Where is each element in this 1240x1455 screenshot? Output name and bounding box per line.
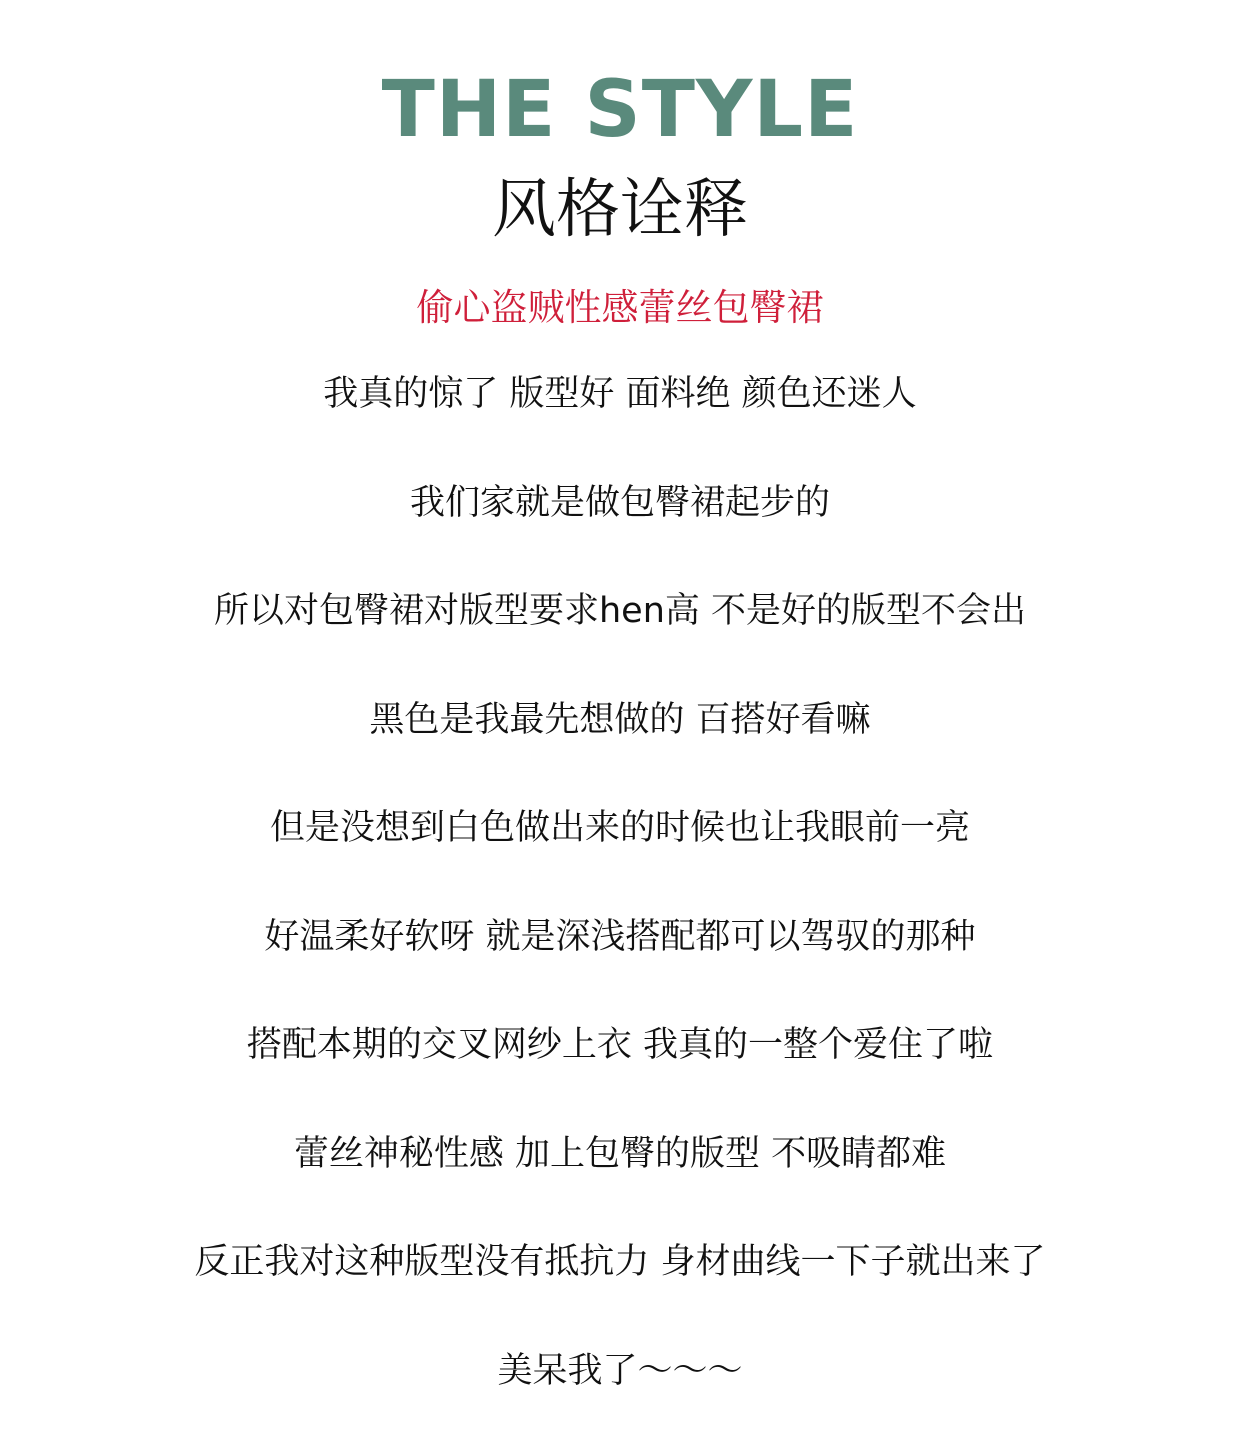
- product-subtitle: 偷心盗贼性感蕾丝包臀裙: [0, 284, 1240, 332]
- page-title-english: THE STYLE: [0, 64, 1240, 156]
- description-line-2: 我们家就是做包臀裙起步的: [0, 479, 1240, 588]
- page-title-chinese: 风格诠释: [0, 170, 1240, 250]
- description-line-1: 我真的惊了 版型好 面料绝 颜色还迷人: [0, 370, 1240, 479]
- description-lines: [0, 370, 1240, 1455]
- description-line-9: 反正我对这种版型没有抵抗力 身材曲线一下子就出来了: [0, 1238, 1240, 1347]
- description-line-4: 黑色是我最先想做的 百搭好看嘛: [0, 696, 1240, 805]
- description-line-8: 蕾丝神秘性感 加上包臀的版型 不吸睛都难: [0, 1130, 1240, 1239]
- description-line-10: 美呆我了～～～: [0, 1347, 1240, 1455]
- description-line-3: 所以对包臀裙对版型要求hen高 不是好的版型不会出: [0, 587, 1240, 696]
- description-line-7: 搭配本期的交叉网纱上衣 我真的一整个爱住了啦: [0, 1021, 1240, 1130]
- description-line-5: 但是没想到白色做出来的时候也让我眼前一亮: [0, 804, 1240, 913]
- description-line-6: 好温柔好软呀 就是深浅搭配都可以驾驭的那种: [0, 913, 1240, 1022]
